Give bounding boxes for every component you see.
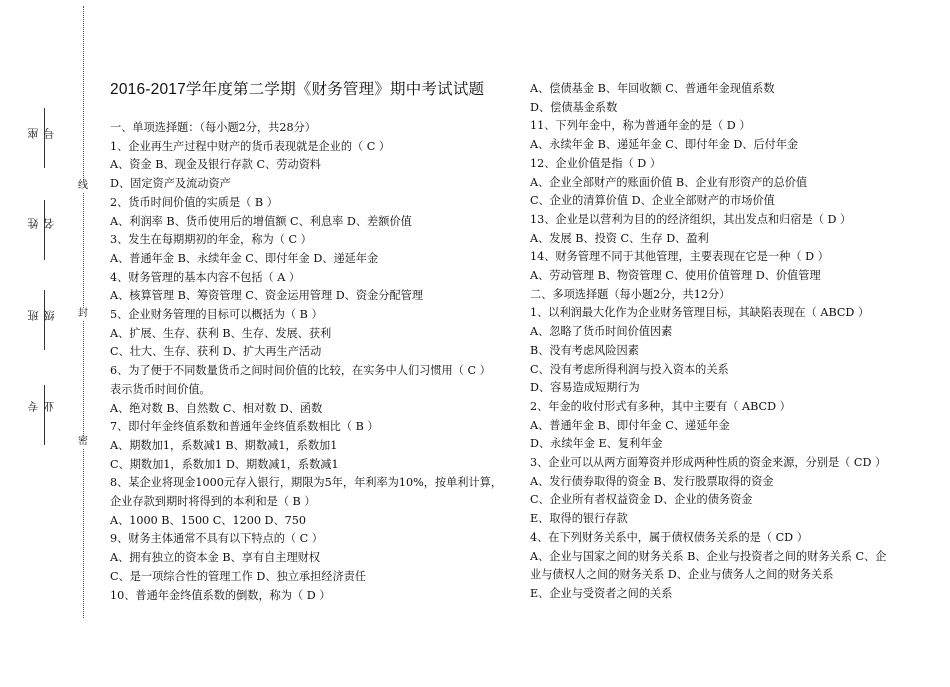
option-line: A、核算管理 B、筹资管理 C、资金运用管理 D、资金分配管理: [110, 289, 424, 303]
question-line: 13、企业是以营利为目的的经济组织，其出发点和归宿是（ D ）: [530, 212, 852, 226]
left-column: [110, 80, 503, 605]
question-line: 12、企业价值是指（ D ）: [530, 156, 662, 170]
class-label: 班级: [27, 310, 56, 321]
option-line: A、发行债券取得的资金 B、发行股票取得的资金: [530, 474, 774, 488]
question-line: 表示货币时间价值。: [110, 382, 211, 396]
option-line: A、偿债基金 B、年回收额 C、普通年金现值系数: [530, 82, 775, 95]
name-label: 姓名: [27, 218, 56, 229]
question-line: 6、为了便于不同数量货币之间时间价值的比较，在实务中人们习惯用（ C ）: [110, 364, 491, 378]
question-line: 企业存款到期时将得到的本利和是（ B ）: [110, 495, 316, 509]
option-line: A、劳动管理 B、物资管理 C、使用价值管理 D、价值管理: [530, 269, 821, 283]
option-line: A、扩展、生存、获利 B、生存、发展、获利: [110, 326, 332, 340]
question-line: 4、在下列财务关系中，属于债权债务关系的是（ CD ）: [530, 530, 808, 544]
option-line: A、永续年金 B、递延年金 C、即付年金 D、后付年金: [530, 138, 799, 152]
major-rule: [44, 385, 45, 445]
option-line: A、绝对数 B、自然数 C、相对数 D、函数: [110, 401, 323, 415]
question-line: 10、普通年金终值系数的倒数，称为（ D ）: [110, 588, 331, 602]
name-rule: [44, 200, 45, 260]
binding-mark-xian: 线: [72, 180, 94, 192]
question-line: 14、财务管理不同于其他管理，主要表现在它是一种（ D ）: [530, 250, 829, 264]
option-line: A、拥有独立的资本金 B、享有自主理财权: [110, 551, 321, 565]
option-line: A、期数加1，系数减1 B、期数减1，系数加1: [110, 438, 338, 452]
question-line: 3、企业可以从两方面筹资并形成两种性质的资金来源，分别是（ CD ）: [530, 456, 887, 470]
option-line: D、容易造成短期行为: [530, 381, 640, 395]
section-heading: 二、多项选择题（每小题2分，共12分）: [530, 287, 731, 301]
option-line: B、没有考虑风险因素: [530, 343, 639, 357]
option-line: A、1000 B、1500 C、1200 D、750: [110, 513, 307, 527]
option-line: A、普通年金 B、即付年金 C、递延年金: [530, 418, 730, 432]
option-line: D、固定资产及流动资产: [110, 177, 231, 191]
right-column: [530, 80, 925, 604]
option-line: C、期数加1，系数加1 D、期数减1，系数减1: [110, 457, 339, 471]
option-line: A、利润率 B、货币使用后的增值额 C、利息率 D、差额价值: [110, 214, 412, 228]
question-line: 5、企业财务管理的目标可以概括为（ B ）: [110, 308, 323, 322]
option-line: D、永续年金 E、复利年金: [530, 437, 663, 451]
option-line: 业与债权人之间的财务关系 D、企业与债务人之间的财务关系: [530, 568, 834, 582]
binding-mark-feng: 封: [72, 308, 94, 320]
option-line: A、企业与国家之间的财务关系 B、企业与投资者之间的财务关系 C、企: [530, 549, 887, 563]
question-line: 11、下列年金中，称为普通年金的是（ D ）: [530, 119, 751, 133]
option-line: C、壮大、生存、获利 D、扩大再生产活动: [110, 345, 322, 359]
major-label: 专业: [27, 401, 56, 412]
option-line: A、忽略了货币时间价值因素: [530, 325, 673, 339]
seat-number-label: 座号: [27, 128, 56, 139]
question-line: 3、发生在每期期初的年金，称为（ C ）: [110, 233, 312, 247]
option-line: C、是一项综合性的管理工作 D、独立承担经济责任: [110, 569, 367, 583]
option-line: A、发展 B、投资 C、生存 D、盈利: [530, 231, 709, 245]
binding-mark-mi: 密: [72, 436, 94, 448]
question-line: 2、年金的收付形式有多种，其中主要有（ ABCD ）: [530, 399, 791, 413]
option-line: C、企业所有者权益资金 D、企业的债务资金: [530, 493, 753, 507]
question-line: 1、以利润最大化作为企业财务管理目标，其缺陷表现在（ ABCD ）: [530, 306, 870, 320]
option-line: E、企业与受资者之间的关系: [530, 586, 673, 600]
exam-title: 2016-2017学年度第二学期《财务管理》期中考试试题: [110, 81, 485, 98]
question-line: 1、企业再生产过程中财产的货币表现就是企业的（ C ）: [110, 139, 391, 153]
option-line: A、资金 B、现金及银行存款 C、劳动资料: [110, 158, 321, 172]
question-line: 2、货币时间价值的实质是（ B ）: [110, 195, 278, 209]
option-line: D、偿债基金系数: [530, 100, 618, 114]
option-line: C、企业的清算价值 D、企业全部财产的市场价值: [530, 194, 775, 208]
option-line: C、没有考虑所得利润与投入资本的关系: [530, 362, 729, 376]
question-line: 8、某企业将现金1000元存入银行，期限为5年，年利率为10%，按单利计算，: [110, 476, 503, 490]
section-heading: 一、单项选择题：（每小题2分，共28分）: [110, 121, 316, 134]
option-line: E、取得的银行存款: [530, 512, 628, 526]
question-line: 9、财务主体通常不具有以下特点的（ C ）: [110, 532, 323, 546]
question-line: 7、即付年金终值系数和普通年金终值系数相比（ B ）: [110, 420, 379, 434]
option-line: A、企业全部财产的账面价值 B、企业有形资产的总价值: [530, 175, 808, 189]
option-line: A、普通年金 B、永续年金 C、即付年金 D、递延年金: [110, 251, 379, 265]
question-line: 4、财务管理的基本内容不包括（ A ）: [110, 270, 301, 284]
